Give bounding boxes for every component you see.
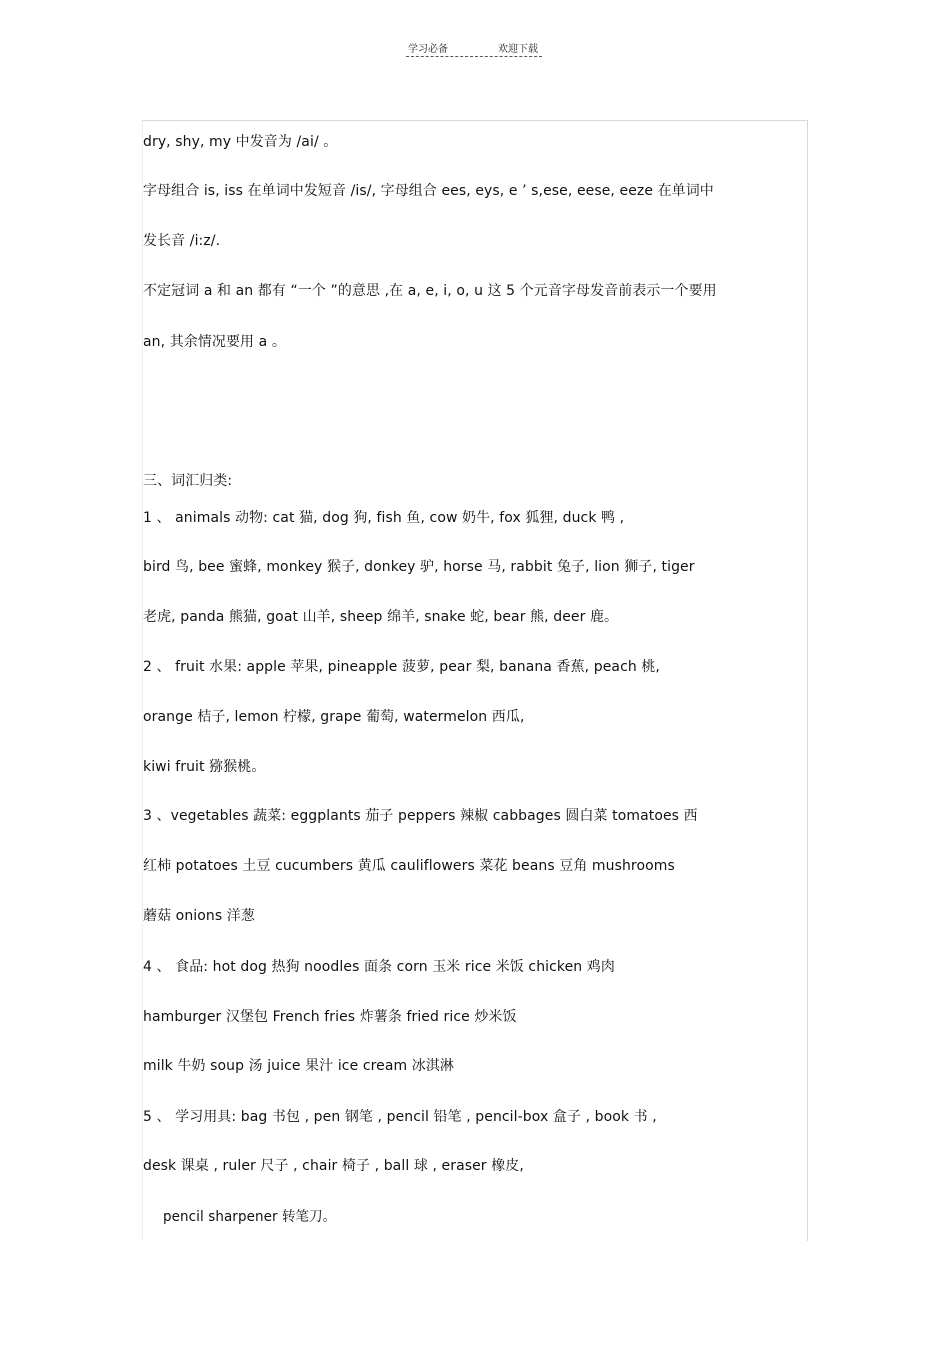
fruit-line-3: kiwi fruit 猕猴桃。: [143, 759, 266, 775]
header-right-text: 欢迎下载: [498, 44, 538, 55]
food-line-3: milk 牛奶 soup 汤 juice 果汁 ice cream 冰淇淋: [143, 1058, 454, 1074]
vegetables-line-3: 蘑菇 onions 洋葱: [143, 908, 255, 924]
article-line-2: an, 其余情况要用 a 。: [143, 334, 286, 350]
phonics-line-1: dry, shy, my 中发音为 /ai/ 。: [143, 134, 338, 150]
header-left-text: 学习必备: [408, 44, 448, 55]
animals-line-2: bird 鸟, bee 蜜蜂, monkey 猴子, donkey 驴, horse 马, rabbit 兔子, lion 狮子, tiger: [143, 559, 695, 575]
vegetables-line-1: 3 、vegetables 蔬菜: eggplants 茄子 peppers 辣椒 cabbages 圆白菜 tomatoes 西: [143, 808, 698, 824]
animals-line-1: 1 、 animals 动物: cat 猫, dog 狗, fish 鱼, cow 奶牛, fox 狐狸, duck 鸭 ,: [143, 510, 625, 526]
food-line-2: hamburger 汉堡包 French fries 炸薯条 fried rice 炒米饭: [143, 1009, 517, 1025]
article-line-1: 不定冠词 a 和 an 都有 “一个 ”的意思 ,在 a, e, i, o, u 这 5 个元音字母发音前表示一个要用: [143, 283, 717, 299]
vegetables-line-2: 红柿 potatoes 土豆 cucumbers 黄瓜 cauliflowers 菜花 beans 豆角 mushrooms: [143, 858, 675, 874]
food-line-1: 4 、 食品: hot dog 热狗 noodles 面条 corn 玉米 rice 米饭 chicken 鸡肉: [143, 959, 615, 975]
school-supplies-line-3: pencil sharpener 转笔刀。: [163, 1209, 337, 1225]
animals-line-3: 老虎, panda 熊猫, goat 山羊, sheep 绵羊, snake 蛇, bear 熊, deer 鹿。: [143, 609, 619, 625]
school-supplies-line-1: 5 、 学习用具: bag 书包 , pen 钢笔 , pencil 铅笔 , pencil-box 盒子 , book 书 ,: [143, 1109, 657, 1125]
phonics-line-2: 字母组合 is, iss 在单词中发短音 /is/, 字母组合 ees, eys, e ’ s,ese, eese, eeze 在单词中: [143, 183, 714, 199]
section-heading: 三、词汇归类:: [143, 473, 233, 489]
fruit-line-1: 2 、 fruit 水果: apple 苹果, pineapple 菠萝, pear 梨, banana 香蕉, peach 桃,: [143, 659, 660, 675]
page-header: [406, 38, 542, 57]
fruit-line-2: orange 桔子, lemon 柠檬, grape 葡萄, watermelon 西瓜,: [143, 709, 525, 725]
phonics-line-3: 发长音 /i:z/.: [143, 233, 221, 249]
school-supplies-line-2: desk 课桌 , ruler 尺子 , chair 椅子 , ball 球 , eraser 橡皮,: [143, 1158, 524, 1174]
